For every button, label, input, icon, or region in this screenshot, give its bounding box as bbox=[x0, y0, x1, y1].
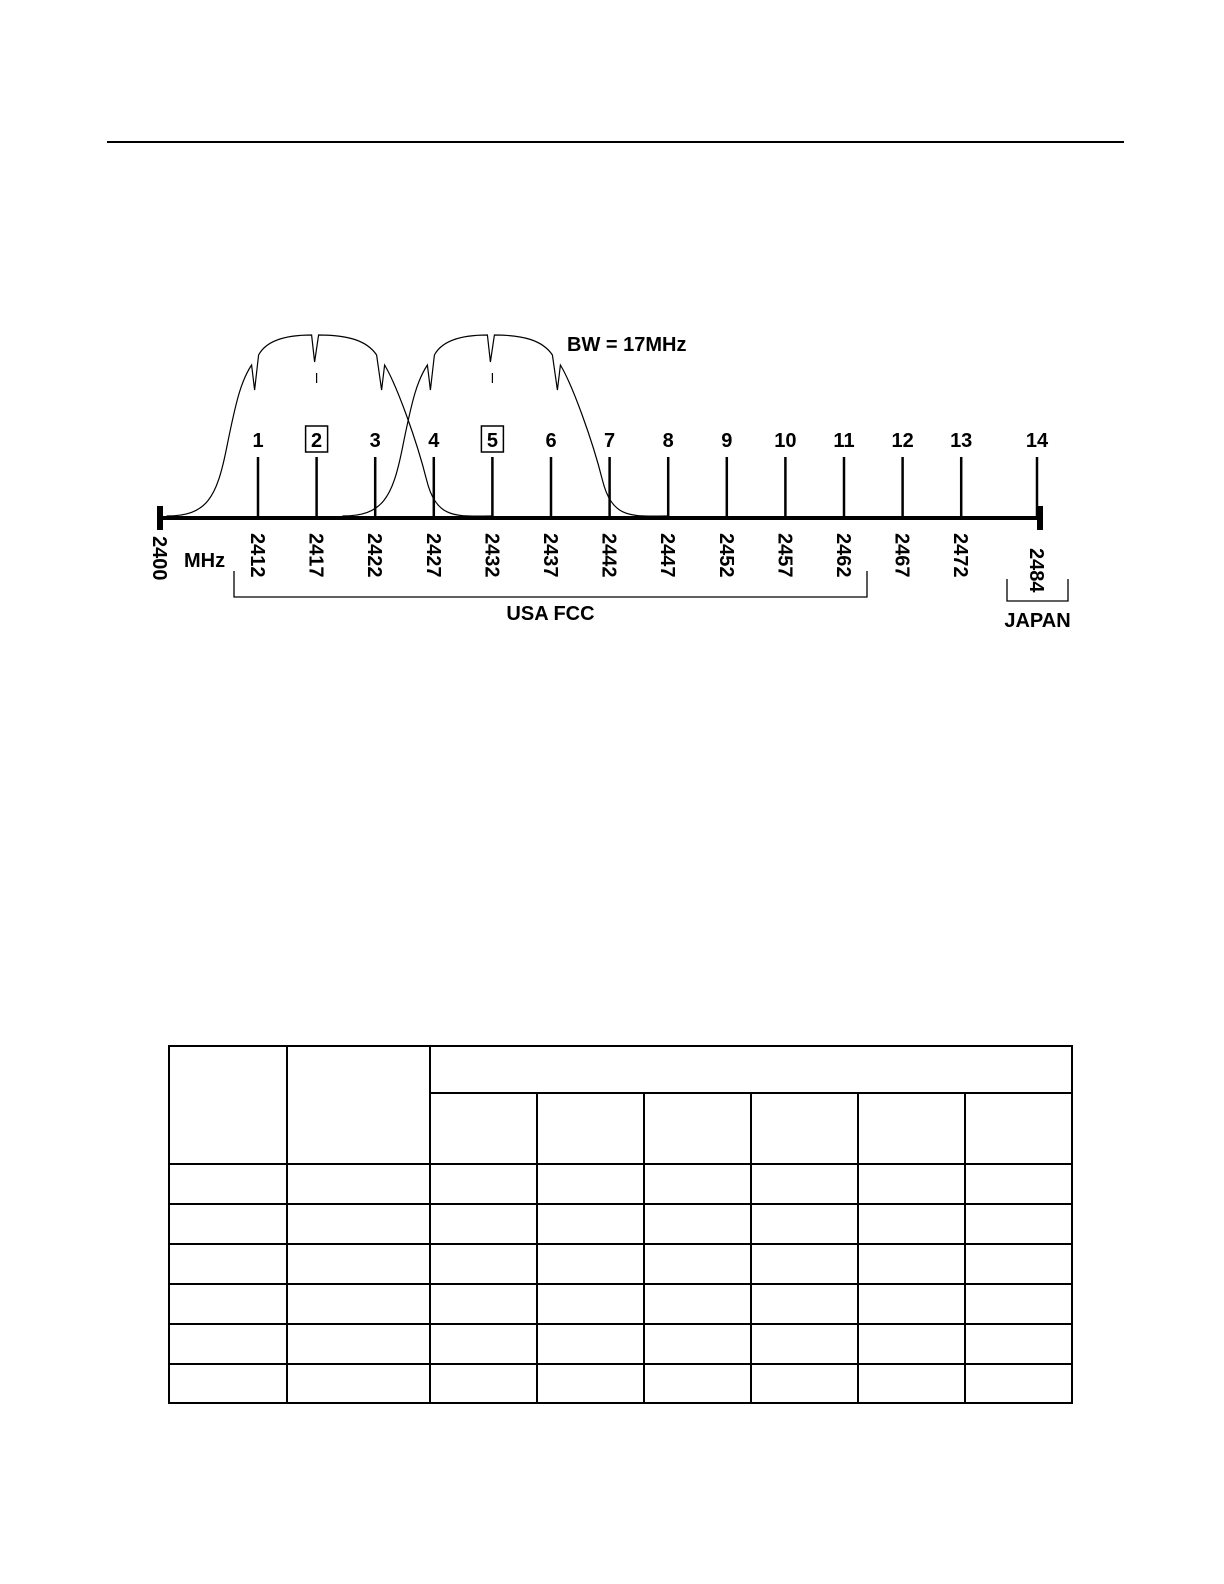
table-cell bbox=[858, 1284, 965, 1324]
table-cell bbox=[430, 1204, 537, 1244]
table-row bbox=[169, 1244, 1072, 1284]
table-subheader-cell bbox=[858, 1093, 965, 1164]
region-label: USA FCC bbox=[506, 603, 595, 625]
table-cell bbox=[644, 1164, 751, 1204]
channel-number: 4 bbox=[428, 430, 440, 452]
table-cell bbox=[858, 1244, 965, 1284]
table-cell bbox=[644, 1284, 751, 1324]
table-cell bbox=[751, 1284, 858, 1324]
table-cell bbox=[965, 1284, 1072, 1324]
table-row bbox=[169, 1324, 1072, 1364]
table-cell bbox=[169, 1204, 287, 1244]
bandwidth-label: BW = 17MHz bbox=[567, 334, 687, 356]
channel-frequency: 2422 bbox=[363, 533, 386, 578]
table-subheader-cell bbox=[644, 1093, 751, 1164]
table-cell bbox=[287, 1324, 430, 1364]
channel-frequency: 2427 bbox=[421, 533, 444, 578]
channel-frequency: 2437 bbox=[539, 533, 561, 578]
channel-number: 14 bbox=[1025, 430, 1049, 452]
table-cell bbox=[751, 1364, 858, 1403]
table-cell bbox=[169, 1284, 287, 1324]
table-row bbox=[169, 1164, 1072, 1204]
table-cell bbox=[537, 1284, 644, 1324]
region-label: JAPAN bbox=[1004, 610, 1071, 632]
table-cell bbox=[965, 1244, 1072, 1284]
table-header-group-cell bbox=[430, 1046, 1072, 1093]
channel-number: 6 bbox=[545, 430, 557, 452]
table-cell bbox=[169, 1324, 287, 1364]
channel-frequency: 2432 bbox=[480, 533, 503, 578]
table-cell bbox=[858, 1164, 965, 1204]
table-subheader-cell bbox=[751, 1093, 858, 1164]
channel-number: 13 bbox=[950, 430, 973, 452]
table-cell bbox=[287, 1244, 430, 1284]
channel-mask-curve bbox=[167, 335, 492, 516]
table-cell bbox=[430, 1244, 537, 1284]
channel-number: 2 bbox=[311, 430, 323, 452]
channel-frequency: 2462 bbox=[832, 533, 854, 578]
table-cell bbox=[430, 1284, 537, 1324]
channel-number: 12 bbox=[891, 430, 914, 452]
channel-frequency: 2447 bbox=[656, 533, 679, 578]
table-header-cell bbox=[169, 1046, 287, 1164]
table-cell bbox=[537, 1204, 644, 1244]
channel-frequency: 2472 bbox=[949, 533, 972, 578]
table-row bbox=[169, 1204, 1072, 1244]
table-cell bbox=[287, 1204, 430, 1244]
table-cell bbox=[287, 1284, 430, 1324]
table-cell bbox=[537, 1164, 644, 1204]
channel-number: 11 bbox=[833, 430, 855, 452]
table-cell bbox=[644, 1324, 751, 1364]
table-cell bbox=[751, 1244, 858, 1284]
channel-number: 5 bbox=[486, 430, 498, 452]
empty-data-table bbox=[168, 1045, 1073, 1404]
table-cell bbox=[537, 1324, 644, 1364]
channel-frequency: 2457 bbox=[773, 533, 796, 578]
band-start-frequency: 2400 bbox=[148, 536, 170, 581]
channel-frequency: 2484 bbox=[1025, 548, 1047, 593]
table-cell bbox=[644, 1204, 751, 1244]
table-cell bbox=[644, 1244, 751, 1284]
channel-frequency: 2412 bbox=[246, 533, 268, 578]
table-cell bbox=[858, 1324, 965, 1364]
table-cell bbox=[169, 1244, 287, 1284]
channel-number: 8 bbox=[662, 430, 674, 452]
table-header-cell bbox=[287, 1046, 430, 1164]
table-cell bbox=[430, 1364, 537, 1403]
table-subheader-cell bbox=[430, 1093, 537, 1164]
table-cell bbox=[430, 1324, 537, 1364]
table-cell bbox=[751, 1324, 858, 1364]
region-brackets bbox=[234, 571, 1071, 632]
table-cell bbox=[965, 1164, 1072, 1204]
table-cell bbox=[965, 1324, 1072, 1364]
channel-ticks bbox=[258, 457, 1037, 518]
channel-frequency: 2417 bbox=[304, 533, 327, 578]
channel-mask-curves bbox=[167, 335, 668, 516]
channel-number: 3 bbox=[369, 430, 381, 452]
table-cell bbox=[169, 1164, 287, 1204]
channel-number: 1 bbox=[252, 430, 264, 452]
table-header-row bbox=[169, 1046, 1072, 1093]
channel-frequency: 2452 bbox=[714, 533, 737, 578]
table-cell bbox=[537, 1364, 644, 1403]
table-cell bbox=[169, 1364, 287, 1403]
table-cell bbox=[287, 1364, 430, 1403]
table-cell bbox=[858, 1364, 965, 1403]
channel-frequency: 2467 bbox=[890, 533, 913, 578]
table-cell bbox=[644, 1364, 751, 1403]
table-cell bbox=[537, 1244, 644, 1284]
table-cell bbox=[287, 1164, 430, 1204]
axis-start-marker bbox=[157, 506, 163, 530]
table-row bbox=[169, 1364, 1072, 1403]
table-cell bbox=[751, 1204, 858, 1244]
table-cell bbox=[965, 1364, 1072, 1403]
channel-number: 7 bbox=[604, 430, 616, 452]
channel-frequency: 2442 bbox=[597, 533, 620, 578]
frequency-axis bbox=[157, 506, 1043, 530]
table-cell bbox=[858, 1204, 965, 1244]
channel-number: 10 bbox=[774, 430, 797, 452]
table-subheader-cell bbox=[537, 1093, 644, 1164]
channel-spectrum-diagram bbox=[0, 0, 1224, 700]
table-cell bbox=[965, 1204, 1072, 1244]
channel-mask-curve bbox=[342, 335, 667, 516]
table-body bbox=[169, 1164, 1072, 1403]
table-row bbox=[169, 1284, 1072, 1324]
unit-label: MHz bbox=[184, 550, 226, 572]
table-cell bbox=[751, 1164, 858, 1204]
table-subheader-cell bbox=[965, 1093, 1072, 1164]
channel-number: 9 bbox=[721, 430, 733, 452]
table-cell bbox=[430, 1164, 537, 1204]
